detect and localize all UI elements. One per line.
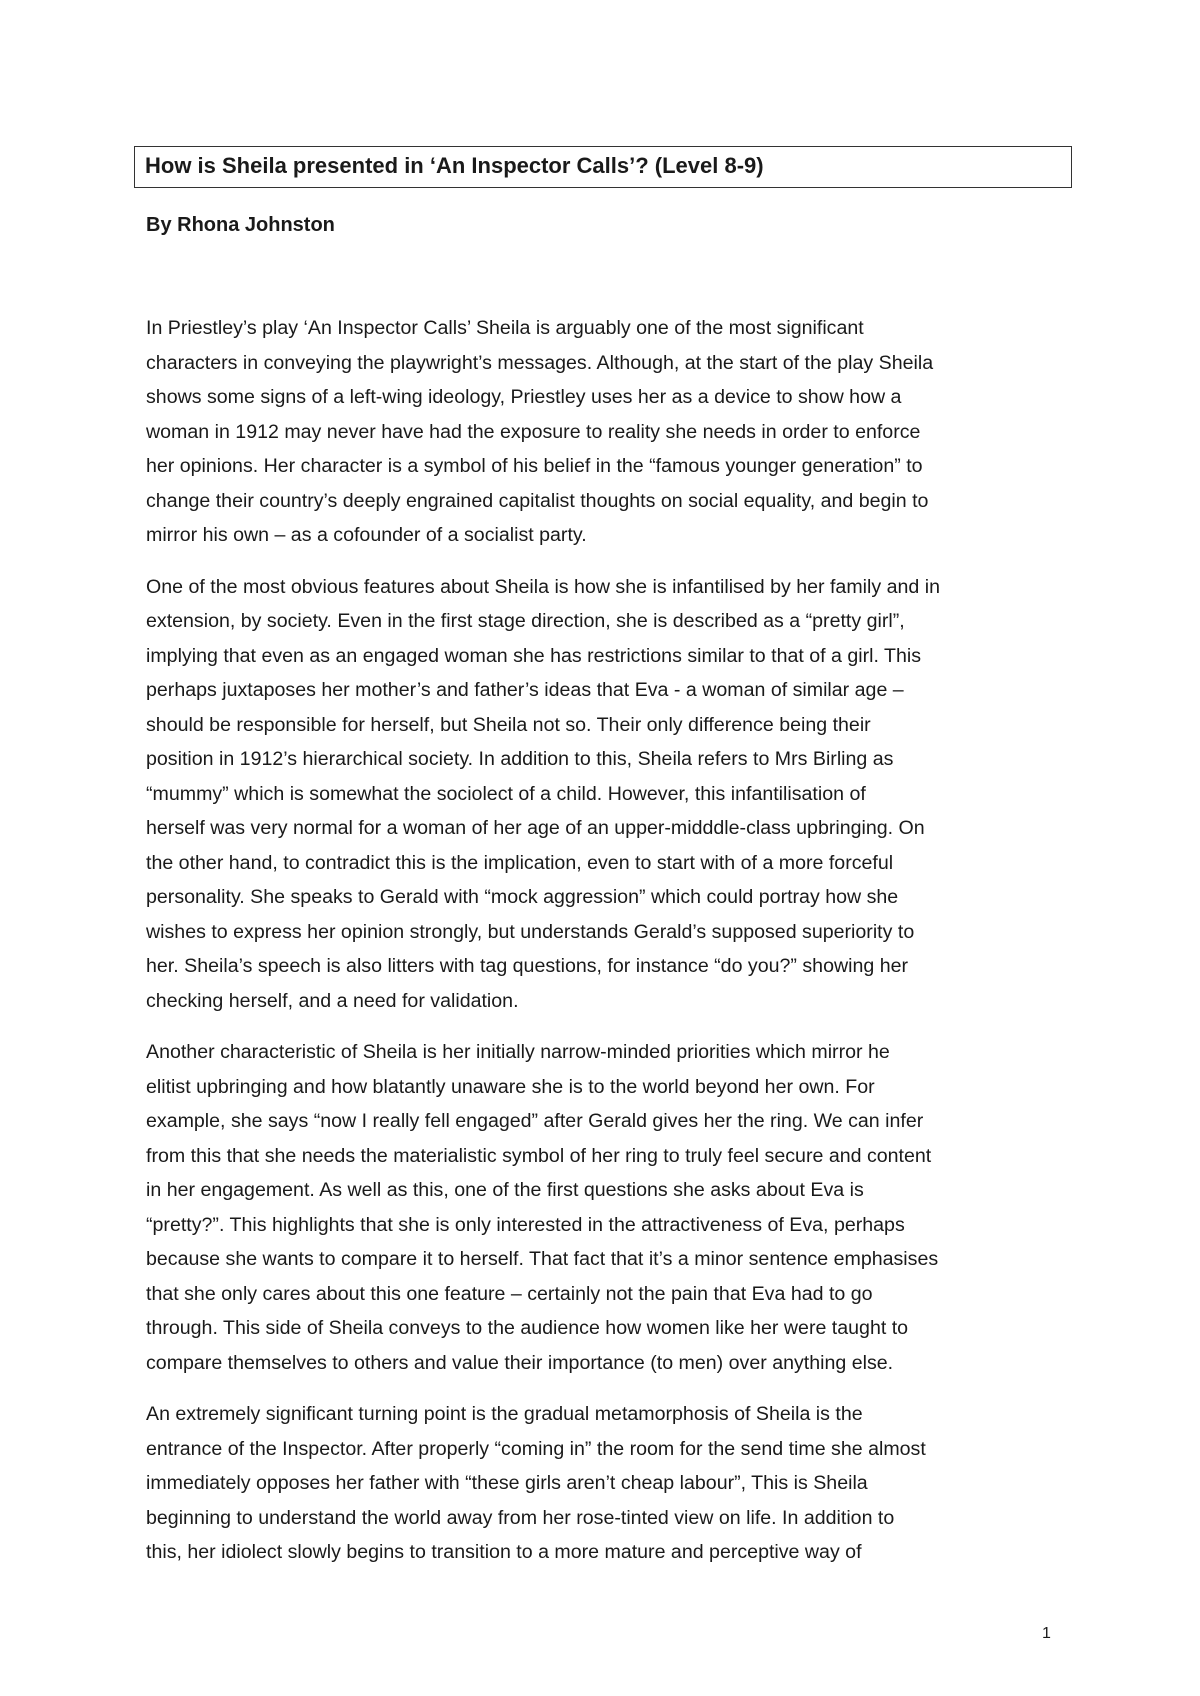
- text-line: her. Sheila’s speech is also litters with tag questions, for instance “do you?” showing her: [146, 955, 909, 977]
- text-line: should be responsible for herself, but Sheila not so. Their only difference being their: [146, 713, 871, 736]
- text-line: woman in 1912 may never have had the exposure to reality she needs in order to enforce: [146, 420, 921, 443]
- text-line: this, her idiolect slowly begins to transition to a more mature and perceptive way of: [146, 1541, 862, 1563]
- text-line: One of the most obvious features about Sheila is how she is infantilised by her family and in: [146, 575, 940, 598]
- text-line: Another characteristic of Sheila is her initially narrow-minded priorities which mirror he: [146, 1041, 890, 1063]
- text-line: checking herself, and a need for validation.: [146, 989, 519, 1012]
- document-title: How is Sheila presented in ‘An Inspector Calls’? (Level 8-9): [134, 146, 1072, 188]
- text-line: An extremely significant turning point is the gradual metamorphosis of Sheila is the: [146, 1403, 863, 1425]
- text-line: through. This side of Sheila conveys to the audience how women like her were taught to: [146, 1317, 909, 1339]
- author-byline: By Rhona Johnston: [146, 214, 335, 236]
- text-line: “mummy” which is somewhat the sociolect of a child. However, this infantilisation of: [146, 782, 866, 805]
- text-line: herself was very normal for a woman of her age of an upper-midddle-class upbringing. On: [146, 817, 925, 839]
- essay-body: [146, 311, 1056, 1587]
- text-line: mirror his own – as a cofounder of a socialist party.: [146, 524, 587, 546]
- text-line: in her engagement. As well as this, one of the first questions she asks about Eva is: [146, 1179, 864, 1201]
- text-line: “pretty?”. This highlights that she is only interested in the attractiveness of Eva, perhaps: [146, 1213, 905, 1236]
- text-line: extension, by society. Even in the first stage direction, she is described as a “pretty girl”,: [146, 610, 905, 632]
- text-line: that she only cares about this one feature – certainly not the pain that Eva had to go: [146, 1282, 873, 1305]
- text-line: wishes to express her opinion strongly, but understands Gerald’s supposed superiority to: [146, 920, 915, 943]
- text-line: her opinions. Her character is a symbol of his belief in the “famous younger generation” to: [146, 455, 923, 477]
- text-line: the other hand, to contradict this is the implication, even to start with of a more forceful: [146, 851, 894, 874]
- text-line: because she wants to compare it to herself. That fact that it’s a minor sentence emphasises: [146, 1248, 939, 1270]
- text-line: compare themselves to others and value their importance (to men) over anything else.: [146, 1351, 894, 1374]
- text-line: elitist upbringing and how blatantly unaware she is to the world beyond her own. For: [146, 1075, 875, 1098]
- text-line: example, she says “now I really fell engaged” after Gerald gives her the ring. We can infer: [146, 1110, 924, 1132]
- page-number: 1: [1042, 1625, 1051, 1642]
- text-line: entrance of the Inspector. After properly “coming in” the room for the send time she almost: [146, 1437, 926, 1460]
- text-line: perhaps juxtaposes her mother’s and father’s ideas that Eva - a woman of similar age –: [146, 679, 904, 701]
- text-line: immediately opposes her father with “these girls aren’t cheap labour”, This is Sheila: [146, 1472, 868, 1494]
- text-line: personality. She speaks to Gerald with “mock aggression” which could portray how she: [146, 886, 899, 908]
- paragraph: [146, 311, 1056, 553]
- text-line: beginning to understand the world away from her rose-tinted view on life. In addition to: [146, 1506, 895, 1529]
- paragraph: [146, 1397, 1056, 1570]
- text-line: implying that even as an engaged woman she has restrictions similar to that of a girl. This: [146, 644, 922, 667]
- text-line: change their country’s deeply engrained capitalist thoughts on social equality, and begin to: [146, 489, 929, 512]
- text-line: position in 1912’s hierarchical society. In addition to this, Sheila refers to Mrs Birling as: [146, 748, 894, 770]
- paragraph: [146, 1035, 1056, 1380]
- text-line: from this that she needs the materialistic symbol of her ring to truly feel secure and content: [146, 1144, 932, 1167]
- paragraph: [146, 570, 1056, 1019]
- text-line: In Priestley’s play ‘An Inspector Calls’ Sheila is arguably one of the most significant: [146, 317, 864, 339]
- text-line: shows some signs of a left-wing ideology, Priestley uses her as a device to show how a: [146, 386, 902, 408]
- text-line: characters in conveying the playwright’s messages. Although, at the start of the play Sheila: [146, 351, 934, 374]
